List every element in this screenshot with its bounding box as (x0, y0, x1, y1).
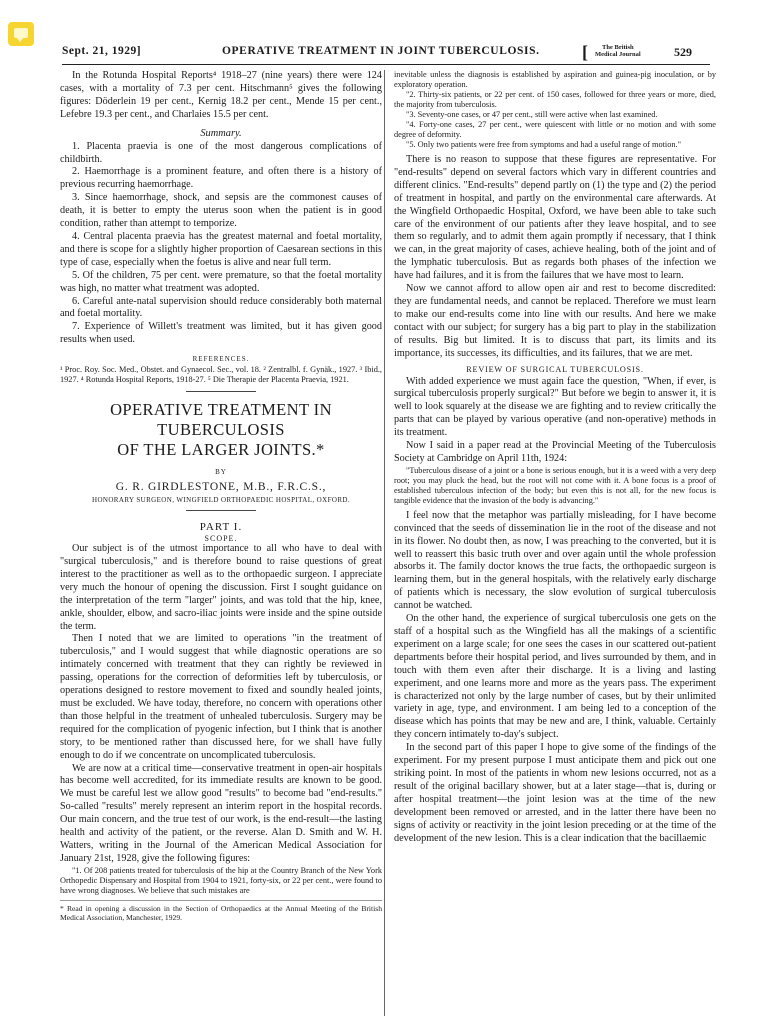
body-paragraph: With added experience we must again face the question, "When, if ever, is surgical tuberculosis properly surgical?" But before we begin to answer it, it is well to look squarely at the disease we are fighting and to review critically the parts that can be played by various operative (and non-operative) methods in its treatment. (394, 375, 716, 439)
summary-item: 5. Of the children, 75 per cent. were premature, so that the foetal mortality was high, no matter what treatment was adopted. (60, 269, 382, 294)
references-heading: REFERENCES. (192, 355, 250, 364)
quoted-figures: "2. Thirty-six patients, or 22 per cent. of 150 cases, followed for three years or more, died, the majority from tuberculosis. (394, 90, 716, 109)
summary-item: 7. Experience of Willett's treatment was limited, but it has given good results when used. (60, 321, 382, 346)
quoted-figures: "1. Of 208 patients treated for tuberculosis of the hip at the Country Branch of the New York Orthopedic Dispensary and Hospital from 1904 to 1921, forty-six, or 22 per cent., were found to have wrong diagnoses. We believe that such mistakes are (60, 865, 382, 895)
page-number: 529 (674, 45, 692, 59)
footnote: * Read in opening a discussion in the Section of Orthopaedics at the Annual Meeting of the British Medical Association, Manchester, 1929. (60, 900, 382, 923)
header-title: OPERATIVE TREATMENT IN JOINT TUBERCULOSIS. (222, 45, 540, 57)
body-paragraph: On the other hand, the experience of surgical tuberculosis one gets on the staff of a hospital such as the Wingfield has all the makings of a scientific experiment on a large scale; for one sees the cases in our scattered out-patient departments before their hospital period, and lives surrounded by them, and in touch with them even after their discharge. It is a living and lasting experiment, and one learns more and more as the years pass. The experiment is characterized not only by the large number of cases, but by their unlimited variety in age, type, and environment. I am being led to a conception of the disease which has points that may be new and are, I think, valuable. Certainly they concern intimately to-day's subject. (394, 613, 716, 741)
sticky-note-icon[interactable] (8, 22, 34, 46)
right-column (394, 70, 716, 845)
summary-item: 3. Since haemorrhage, shock, and sepsis are the commonest causes of death, it is better to empty the uterus soon when the patient is in good condition, rather than attempt to temporize. (60, 192, 382, 230)
section-rule (186, 510, 256, 511)
author-affiliation: HONORARY SURGEON, WINGFIELD ORTHOPAEDIC HOSPITAL, OXFORD. (91, 496, 351, 505)
header-bracket: [ (582, 42, 588, 62)
journal-name (595, 44, 641, 58)
body-paragraph: We are now at a critical time—conservative treatment in open-air hospitals has become well accredited, for its immediate results are known to be good. We must be careful lest we allow good "results" to become bad "end-results." So-called "results" merely represent an interim report in the hospital records. Our main concern, and the true test of our work, is the end-result—the lasting health and activity of the patient, or the reverse. Alan D. Smith and W. H. Watters, writing in the Journal of the American Medical Association for January 21st, 1928, give the following figures: (60, 762, 382, 864)
section-heading: REVIEW OF SURGICAL TUBERCULOSIS. (466, 364, 644, 374)
article-title-line-1: OPERATIVE TREATMENT IN TUBERCULOSIS (110, 400, 332, 440)
summary-item: 1. Placenta praevia is one of the most dangerous complications of childbirth. (60, 140, 382, 165)
byline-by: BY (215, 468, 227, 477)
references-list: ¹ Proc. Roy. Soc. Med., Obstet. and Gynaecol. Sec., vol. 18. ² Zentralbl. f. Gynäk., 1927. ³ Ibid., 1927. ⁴ Rotunda Hospital Reports, 1918-27. ⁵ Die Therapie der Placenta Praevia, 1921. (60, 365, 382, 385)
quoted-figures: "3. Seventy-one cases, or 47 per cent., still were active when last examined. (406, 110, 658, 119)
body-paragraph: Then I noted that we are limited to operations "in the treatment of tuberculosis," and I would suggest that while diagnostic operations are so intimately concerned with treatment that they can rightly be reviewed in passing, operations for the correction of deformities left by tuberculosis, or operations designed to restore movement to fixed and soundly healed joints, must be excluded. We have today, therefore, no concern with operations other than those helpful in the treatment of unhealed tuberculosis. Surgery may be required for the complication of pyogenic infection, but I think that is another story, to be mentioned rather than discussed here, for we shall have fully enough to do if we concentrate on uncomplicated tuberculosis. (60, 633, 382, 761)
running-header (62, 44, 710, 65)
body-paragraph: In the second part of this paper I hope to give some of the findings of the experiment. For my present purpose I must anticipate them and pick out one striking point. In most of the patients in whom new lesions occurred, not as a result of the original bacillary shower, but at a later stage—that is, during or after hospital treatment—the joint lesion was at the time of the new development been removed or arrested, and in the latter there have been no signs of activity or reactivity in the joint lesion preceding or at the time of the development of the new lesion. This is a clear indication that the bacillaemic (394, 742, 716, 844)
body-paragraph: There is no reason to suppose that these figures are representative. For "end-results" depend on several factors which vary in different countries and different clinics. "End-results" depend partly on (1) the type and (2) the period of treatment in hospital, and partly on the environmental care afterwards. At the Wingfield Orthopaedic Hospital, Oxford, we have been able to take such care of the environment of our patients after they leave hospital, and to see them so regularly, and to admit them again promptly if necessary, that I think we can, in the great majority of cases, achieve healing, both of the joint and of the lymphatic tuberculosis. But as regards both phases of the infection we have had failures, and it is from the failures that we have most to learn. (394, 154, 716, 282)
left-column (60, 70, 382, 923)
quoted-figures: "5. Only two patients were free from symptoms and had a useful range of motion." (406, 140, 681, 149)
journal-line-1: The British (602, 44, 634, 51)
block-quote: "Tuberculous disease of a joint or a bone is serious enough, but it is a weed with a very deep root; you may pluck the head, but the root will not come with it. A bone focus is a proof of established tuberculous infection of the body; but even this is not all, for the new focus is tangible evidence that the invasion of the body is advancing." (394, 465, 716, 505)
body-paragraph: Our subject is of the utmost importance to all who have to deal with "surgical tuberculosis," and is therefore bound to raise questions of great interest to the practitioner as well as to the orthopaedic surgeon. I appreciate very much the honour of opening the discussion. First I sought guidance on the interpretation of the term "larger" joints, and was told that the hip, knee, ankle, shoulder, elbow, and sacro-iliac joints were inside and the spine outside the term. (60, 543, 382, 632)
summary-item: 6. Careful ante-natal supervision should reduce considerably both maternal and foetal mortality. (60, 295, 382, 320)
author-name: G. R. GIRDLESTONE, M.B., F.R.C.S., (115, 481, 327, 494)
quoted-figures: "4. Forty-one cases, 27 per cent., were quiescent with little or no motion and with some degree of deformity. (394, 120, 716, 139)
intro-paragraph: In the Rotunda Hospital Reports⁴ 1918–27 (nine years) there were 124 cases, with a mortality of 7.3 per cent. Hitschmann⁵ gives the following figures: Döderlein 19 per cent., Kernig 18.2 per cent., Mende 15 per cent., Lefebre 19.3 per cent., and Charlaies 15.5 per cent. (60, 70, 382, 120)
summary-heading: Summary. (200, 127, 242, 139)
quoted-figures: inevitable unless the diagnosis is established by aspiration and guinea-pig inoculation, or by exploratory operation. (394, 70, 716, 89)
section-rule (186, 391, 256, 392)
article-title-line-2: OF THE LARGER JOINTS.* (117, 440, 325, 460)
scope-heading: SCOPE. (204, 534, 238, 544)
journal-line-2: Medical Journal (595, 51, 641, 58)
summary-item: 2. Haemorrhage is a prominent feature, and often there is a history of previous recurring haemorrhage. (60, 166, 382, 191)
summary-item: 4. Central placenta praevia has the greatest maternal and foetal mortality, and there is scope for a slightly higher proportion of Caesarean sections in this type of case, especially when the foetus is alive and near full term. (60, 230, 382, 268)
column-divider (384, 70, 385, 1016)
body-paragraph: Now I said in a paper read at the Provincial Meeting of the Tuberculosis Society at Cambridge on April 11th, 1924: (394, 440, 716, 464)
body-paragraph: I feel now that the metaphor was partially misleading, for I have become convinced that the seeds of dissemination lie in the root of the disease and not in its flower. No doubt then, as now, I was preaching to the converted, but it is well to reassert this basic truth over and over again until the whole profession absorbs it. The family doctor knows the true facts, the orthopaedic surgeon is learning them, but in the general hospitals, with the relatively early discharge of patients which is necessary, the slow evolution of surgical tuberculosis cannot be watched. (394, 509, 716, 612)
body-paragraph: Now we cannot afford to allow open air and rest to become discredited: they are fundamental needs, and cannot be replaced. Therefore we must learn to make our end-results come into line with our results. And here we make contact with our subject; for surgery has a big part to play in the stabilization of results. Big but limited. It is to discuss that part, its limits and its importance, its successes, its difficulties, and its failures, that we are met. (394, 283, 716, 359)
header-date: Sept. 21, 1929] (62, 45, 142, 57)
part-heading: PART I. (199, 521, 243, 534)
article-title (60, 400, 382, 460)
